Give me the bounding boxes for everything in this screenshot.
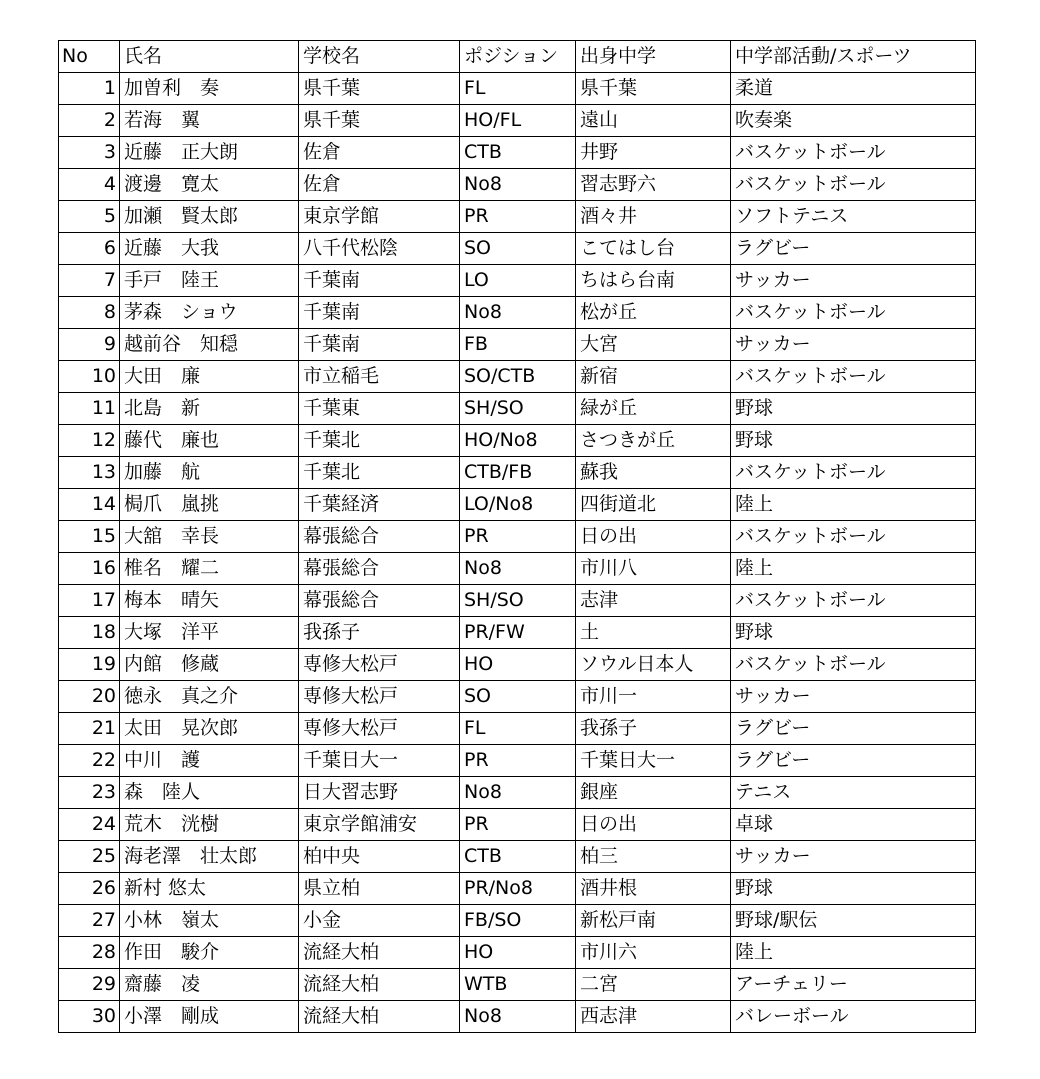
cell-no: 29: [59, 969, 120, 1001]
table-row: [59, 457, 976, 489]
cell-no: 6: [59, 233, 120, 265]
cell-name: 藤代 廉也: [120, 425, 299, 457]
cell-school: 千葉北: [299, 457, 460, 489]
cell-name: 小林 嶺太: [120, 905, 299, 937]
cell-club-activity: ソフトテニス: [731, 201, 976, 233]
cell-club-activity: ラグビー: [731, 745, 976, 777]
cell-no: 28: [59, 937, 120, 969]
cell-club-activity: バレーボール: [731, 1001, 976, 1033]
cell-junior-high: 二宮: [576, 969, 731, 1001]
cell-position: HO: [460, 937, 576, 969]
header-junior-high: 出身中学: [576, 41, 731, 73]
cell-name: 大田 廉: [120, 361, 299, 393]
table-row: [59, 553, 976, 585]
cell-position: SH/SO: [460, 585, 576, 617]
cell-junior-high: 日の出: [576, 809, 731, 841]
cell-school: 県千葉: [299, 73, 460, 105]
table-row: [59, 105, 976, 137]
cell-club-activity: 柔道: [731, 73, 976, 105]
cell-school: 柏中央: [299, 841, 460, 873]
table-row: [59, 1001, 976, 1033]
cell-no: 24: [59, 809, 120, 841]
cell-club-activity: バスケットボール: [731, 137, 976, 169]
cell-position: LO: [460, 265, 576, 297]
table-row: [59, 585, 976, 617]
table-row: [59, 649, 976, 681]
table-row: [59, 73, 976, 105]
cell-club-activity: バスケットボール: [731, 585, 976, 617]
cell-junior-high: 新宿: [576, 361, 731, 393]
cell-position: SH/SO: [460, 393, 576, 425]
cell-no: 21: [59, 713, 120, 745]
cell-junior-high: 千葉日大一: [576, 745, 731, 777]
cell-name: 森 陸人: [120, 777, 299, 809]
cell-no: 22: [59, 745, 120, 777]
cell-club-activity: サッカー: [731, 841, 976, 873]
cell-school: 日大習志野: [299, 777, 460, 809]
table-row: [59, 233, 976, 265]
cell-club-activity: 吹奏楽: [731, 105, 976, 137]
cell-name: 大塚 洋平: [120, 617, 299, 649]
cell-junior-high: 四街道北: [576, 489, 731, 521]
cell-school: 我孫子: [299, 617, 460, 649]
cell-club-activity: 野球: [731, 425, 976, 457]
cell-position: PR: [460, 521, 576, 553]
cell-junior-high: 西志津: [576, 1001, 731, 1033]
table-row: [59, 361, 976, 393]
cell-name: 海老澤 壮太郎: [120, 841, 299, 873]
cell-junior-high: 銀座: [576, 777, 731, 809]
cell-position: CTB/FB: [460, 457, 576, 489]
table-row: [59, 169, 976, 201]
cell-name: 近藤 大我: [120, 233, 299, 265]
cell-no: 7: [59, 265, 120, 297]
cell-no: 2: [59, 105, 120, 137]
cell-junior-high: 松が丘: [576, 297, 731, 329]
roster-body: [59, 73, 976, 1033]
cell-school: 幕張総合: [299, 553, 460, 585]
cell-junior-high: 緑が丘: [576, 393, 731, 425]
cell-name: 徳永 真之介: [120, 681, 299, 713]
cell-position: PR: [460, 809, 576, 841]
cell-school: 千葉北: [299, 425, 460, 457]
cell-school: 専修大松戸: [299, 649, 460, 681]
table-row: [59, 809, 976, 841]
cell-name: 大舘 幸長: [120, 521, 299, 553]
cell-school: 幕張総合: [299, 521, 460, 553]
table-row: [59, 937, 976, 969]
cell-no: 4: [59, 169, 120, 201]
cell-school: 流経大柏: [299, 1001, 460, 1033]
cell-name: 茅森 ショウ: [120, 297, 299, 329]
cell-junior-high: 習志野六: [576, 169, 731, 201]
header-no: No: [59, 41, 120, 73]
cell-club-activity: 卓球: [731, 809, 976, 841]
cell-name: 新村 悠太: [120, 873, 299, 905]
header-club-activity: 中学部活動/スポーツ: [731, 41, 976, 73]
cell-school: 佐倉: [299, 169, 460, 201]
cell-name: 齋藤 凌: [120, 969, 299, 1001]
table-row: [59, 521, 976, 553]
cell-club-activity: 野球: [731, 617, 976, 649]
cell-name: 加曽利 奏: [120, 73, 299, 105]
cell-school: 小金: [299, 905, 460, 937]
cell-junior-high: 遠山: [576, 105, 731, 137]
header-name: 氏名: [120, 41, 299, 73]
cell-junior-high: 土: [576, 617, 731, 649]
cell-junior-high: 井野: [576, 137, 731, 169]
cell-no: 3: [59, 137, 120, 169]
cell-school: 八千代松陰: [299, 233, 460, 265]
cell-position: No8: [460, 553, 576, 585]
cell-club-activity: 陸上: [731, 553, 976, 585]
cell-position: PR/No8: [460, 873, 576, 905]
cell-no: 30: [59, 1001, 120, 1033]
cell-position: PR: [460, 201, 576, 233]
header-row: [59, 41, 976, 73]
cell-position: LO/No8: [460, 489, 576, 521]
cell-school: 千葉経済: [299, 489, 460, 521]
cell-name: 近藤 正大朗: [120, 137, 299, 169]
cell-no: 23: [59, 777, 120, 809]
cell-no: 10: [59, 361, 120, 393]
cell-no: 5: [59, 201, 120, 233]
table-row: [59, 713, 976, 745]
cell-school: 市立稲毛: [299, 361, 460, 393]
cell-junior-high: 酒井根: [576, 873, 731, 905]
cell-no: 15: [59, 521, 120, 553]
cell-name: 作田 駿介: [120, 937, 299, 969]
cell-school: 県千葉: [299, 105, 460, 137]
cell-no: 19: [59, 649, 120, 681]
cell-name: 荒木 洸樹: [120, 809, 299, 841]
cell-junior-high: 蘇我: [576, 457, 731, 489]
cell-position: HO/FL: [460, 105, 576, 137]
cell-no: 27: [59, 905, 120, 937]
cell-club-activity: テニス: [731, 777, 976, 809]
cell-school: 東京学館: [299, 201, 460, 233]
cell-junior-high: 大宮: [576, 329, 731, 361]
cell-name: 若海 翼: [120, 105, 299, 137]
cell-school: 流経大柏: [299, 937, 460, 969]
cell-position: FB/SO: [460, 905, 576, 937]
cell-junior-high: 酒々井: [576, 201, 731, 233]
cell-junior-high: 志津: [576, 585, 731, 617]
cell-name: 内館 修蔵: [120, 649, 299, 681]
table-row: [59, 137, 976, 169]
table-row: [59, 329, 976, 361]
cell-no: 20: [59, 681, 120, 713]
cell-school: 県立柏: [299, 873, 460, 905]
cell-position: CTB: [460, 137, 576, 169]
table-row: [59, 873, 976, 905]
table-row: [59, 969, 976, 1001]
cell-club-activity: 野球/駅伝: [731, 905, 976, 937]
cell-name: 太田 晃次郎: [120, 713, 299, 745]
cell-school: 千葉南: [299, 265, 460, 297]
cell-club-activity: サッカー: [731, 329, 976, 361]
table-row: [59, 745, 976, 777]
cell-name: 北島 新: [120, 393, 299, 425]
cell-junior-high: 日の出: [576, 521, 731, 553]
cell-position: No8: [460, 1001, 576, 1033]
cell-club-activity: バスケットボール: [731, 169, 976, 201]
cell-name: 梮爪 嵐挑: [120, 489, 299, 521]
roster-table: [58, 40, 976, 1033]
cell-junior-high: ソウル日本人: [576, 649, 731, 681]
cell-no: 13: [59, 457, 120, 489]
cell-club-activity: 野球: [731, 873, 976, 905]
cell-name: 加瀬 賢太郎: [120, 201, 299, 233]
cell-junior-high: さつきが丘: [576, 425, 731, 457]
cell-name: 手戸 陸王: [120, 265, 299, 297]
cell-no: 14: [59, 489, 120, 521]
cell-no: 25: [59, 841, 120, 873]
cell-club-activity: バスケットボール: [731, 297, 976, 329]
cell-name: 越前谷 知穏: [120, 329, 299, 361]
cell-junior-high: 柏三: [576, 841, 731, 873]
cell-school: 専修大松戸: [299, 681, 460, 713]
cell-position: HO: [460, 649, 576, 681]
cell-club-activity: ラグビー: [731, 713, 976, 745]
table-row: [59, 905, 976, 937]
cell-junior-high: ちはら台南: [576, 265, 731, 297]
cell-club-activity: バスケットボール: [731, 649, 976, 681]
cell-position: No8: [460, 297, 576, 329]
cell-club-activity: 野球: [731, 393, 976, 425]
cell-no: 16: [59, 553, 120, 585]
cell-school: 佐倉: [299, 137, 460, 169]
cell-position: HO/No8: [460, 425, 576, 457]
cell-no: 26: [59, 873, 120, 905]
header-school: 学校名: [299, 41, 460, 73]
cell-position: PR/FW: [460, 617, 576, 649]
cell-position: No8: [460, 777, 576, 809]
cell-school: 千葉南: [299, 329, 460, 361]
cell-position: CTB: [460, 841, 576, 873]
cell-club-activity: サッカー: [731, 265, 976, 297]
cell-name: 椎名 耀二: [120, 553, 299, 585]
cell-club-activity: アーチェリー: [731, 969, 976, 1001]
cell-position: PR: [460, 745, 576, 777]
cell-school: 専修大松戸: [299, 713, 460, 745]
cell-no: 9: [59, 329, 120, 361]
cell-name: 渡邊 寛太: [120, 169, 299, 201]
cell-junior-high: 市川六: [576, 937, 731, 969]
cell-name: 加藤 航: [120, 457, 299, 489]
cell-position: SO/CTB: [460, 361, 576, 393]
cell-position: SO: [460, 233, 576, 265]
cell-no: 1: [59, 73, 120, 105]
cell-name: 梅本 晴矢: [120, 585, 299, 617]
cell-position: FL: [460, 73, 576, 105]
cell-school: 千葉南: [299, 297, 460, 329]
cell-junior-high: 市川一: [576, 681, 731, 713]
cell-position: No8: [460, 169, 576, 201]
cell-no: 18: [59, 617, 120, 649]
cell-no: 8: [59, 297, 120, 329]
cell-position: FB: [460, 329, 576, 361]
cell-position: FL: [460, 713, 576, 745]
table-row: [59, 617, 976, 649]
cell-junior-high: 新松戸南: [576, 905, 731, 937]
cell-no: 12: [59, 425, 120, 457]
cell-junior-high: 県千葉: [576, 73, 731, 105]
cell-school: 流経大柏: [299, 969, 460, 1001]
cell-school: 千葉日大一: [299, 745, 460, 777]
table-row: [59, 777, 976, 809]
cell-club-activity: バスケットボール: [731, 361, 976, 393]
cell-no: 17: [59, 585, 120, 617]
cell-club-activity: サッカー: [731, 681, 976, 713]
table-row: [59, 297, 976, 329]
table-row: [59, 681, 976, 713]
cell-school: 千葉東: [299, 393, 460, 425]
cell-school: 幕張総合: [299, 585, 460, 617]
cell-club-activity: バスケットボール: [731, 521, 976, 553]
table-row: [59, 425, 976, 457]
cell-no: 11: [59, 393, 120, 425]
cell-name: 中川 護: [120, 745, 299, 777]
header-position: ポジション: [460, 41, 576, 73]
table-row: [59, 201, 976, 233]
cell-junior-high: 市川八: [576, 553, 731, 585]
cell-junior-high: 我孫子: [576, 713, 731, 745]
table-row: [59, 265, 976, 297]
cell-school: 東京学館浦安: [299, 809, 460, 841]
cell-club-activity: 陸上: [731, 937, 976, 969]
cell-club-activity: 陸上: [731, 489, 976, 521]
cell-club-activity: バスケットボール: [731, 457, 976, 489]
cell-club-activity: ラグビー: [731, 233, 976, 265]
table-row: [59, 489, 976, 521]
cell-name: 小澤 剛成: [120, 1001, 299, 1033]
table-row: [59, 393, 976, 425]
cell-junior-high: こてはし台: [576, 233, 731, 265]
cell-position: SO: [460, 681, 576, 713]
table-row: [59, 841, 976, 873]
cell-position: WTB: [460, 969, 576, 1001]
